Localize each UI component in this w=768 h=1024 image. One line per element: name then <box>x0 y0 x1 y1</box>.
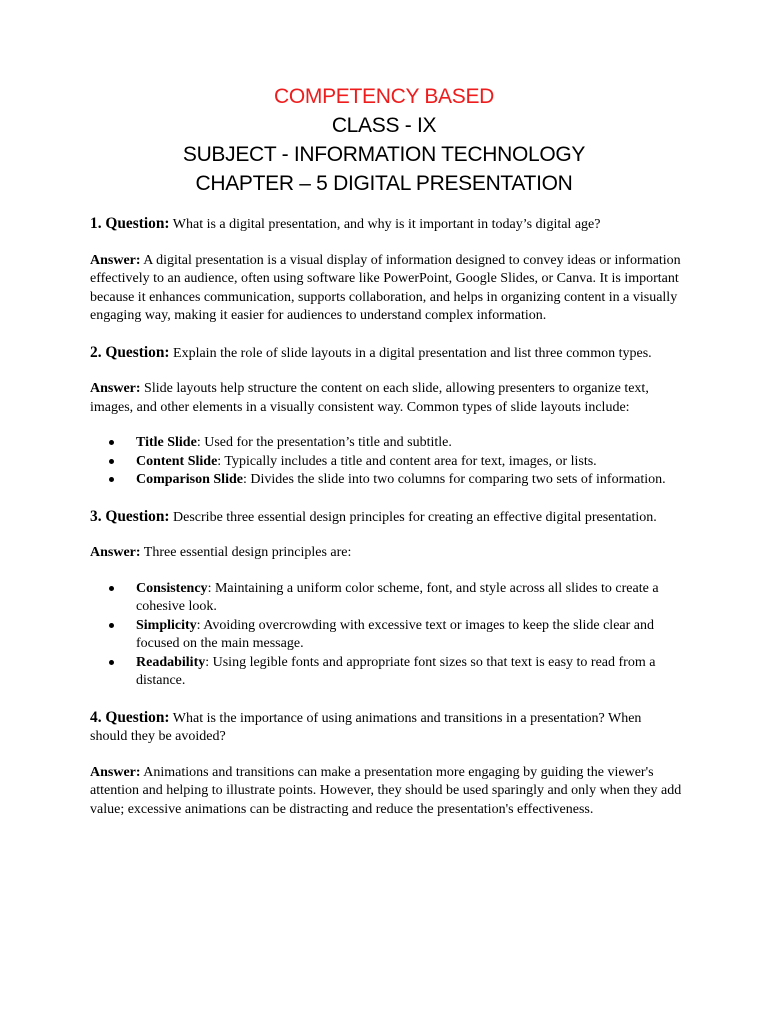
answer-text: A digital presentation is a visual display of information designed to convey ideas or information effectively to an audience, often using software like PowerPoint, Google Slides, or Canva. It is important because it enhances communication, supports collaboration, and helps in organizing content in a visually engaging way, making it easier for audiences to understand complex information. <box>90 252 681 323</box>
answer-2 <box>90 380 682 417</box>
list-text: : Maintaining a uniform color scheme, font, and style across all slides to create a cohesive look. <box>136 580 659 614</box>
bullet-icon <box>109 586 114 591</box>
answer-text: Animations and transitions can make a presentation more engaging by guiding the viewer's attention and helping to illustrate points. However, they should be used sparingly and only when they add value; excessive animations can be distracting and reduce the presentation's effectiveness. <box>90 764 682 817</box>
list-term: Title Slide <box>136 435 197 450</box>
list-item <box>136 580 682 617</box>
slide-layout-list <box>90 434 682 490</box>
answer-label: Answer: <box>90 252 141 268</box>
document-header <box>0 82 768 198</box>
question-3 <box>90 508 682 528</box>
question-text: What is a digital presentation, and why is it important in today’s digital age? <box>169 217 601 232</box>
class-line: CLASS - IX <box>331 114 437 137</box>
list-text: : Using legible fonts and appropriate font sizes so that text is easy to read from a distance. <box>136 654 656 688</box>
question-2 <box>90 344 682 364</box>
list-item <box>136 434 682 453</box>
question-text: What is the importance of using animations and transitions in a presentation? When should they be avoided? <box>90 710 642 744</box>
list-text: : Avoiding overcrowding with excessive text or images to keep the slide clear and focused on the main message. <box>136 617 655 651</box>
list-text: : Divides the slide into two columns for comparing two sets of information. <box>242 472 666 487</box>
question-1 <box>90 215 682 235</box>
answer-label: Answer: <box>90 764 141 780</box>
chapter-line: CHAPTER – 5 DIGITAL PRESENTATION <box>195 172 573 195</box>
question-text: Describe three essential design principles for creating an effective digital presentation. <box>169 509 657 525</box>
answer-text: Slide layouts help structure the content on each slide, allowing presenters to organize text, images, and other elements in a visually consistent way. Common types of slide layouts include: <box>90 381 649 415</box>
answer-label: Answer: <box>90 381 141 396</box>
answer-4 <box>90 764 682 820</box>
answer-text: Three essential design principles are: <box>140 545 352 560</box>
bullet-icon <box>109 459 114 464</box>
design-principles-list <box>90 580 682 691</box>
question-label: 2. Question: <box>90 343 170 361</box>
document-title: COMPETENCY BASED <box>273 85 495 108</box>
list-text: : Typically includes a title and content area for text, images, or lists. <box>217 453 597 469</box>
question-label: 3. Question: <box>90 507 170 525</box>
list-term: Consistency <box>136 580 208 596</box>
list-term: Simplicity <box>136 617 197 633</box>
list-item <box>136 471 682 490</box>
bullet-icon <box>109 623 114 628</box>
question-text: Explain the role of slide layouts in a digital presentation and list three common types. <box>169 345 652 361</box>
bullet-icon <box>109 477 114 482</box>
question-label: 1. Question: <box>90 215 170 232</box>
list-item <box>136 617 682 654</box>
answer-label: Answer: <box>90 545 141 560</box>
subject-line: SUBJECT - INFORMATION TECHNOLOGY <box>182 143 586 166</box>
bullet-icon <box>109 660 114 665</box>
bullet-icon <box>109 440 114 445</box>
list-term: Content Slide <box>136 453 218 469</box>
list-term: Comparison Slide <box>136 472 243 487</box>
answer-3 <box>90 544 682 563</box>
list-text: : Used for the presentation’s title and subtitle. <box>196 435 452 450</box>
question-4 <box>90 709 682 747</box>
qa-section <box>90 215 682 837</box>
list-term: Readability <box>136 654 206 670</box>
list-item <box>136 453 682 472</box>
answer-1 <box>90 252 682 326</box>
question-label: 4. Question: <box>90 708 170 726</box>
list-item <box>136 654 682 691</box>
